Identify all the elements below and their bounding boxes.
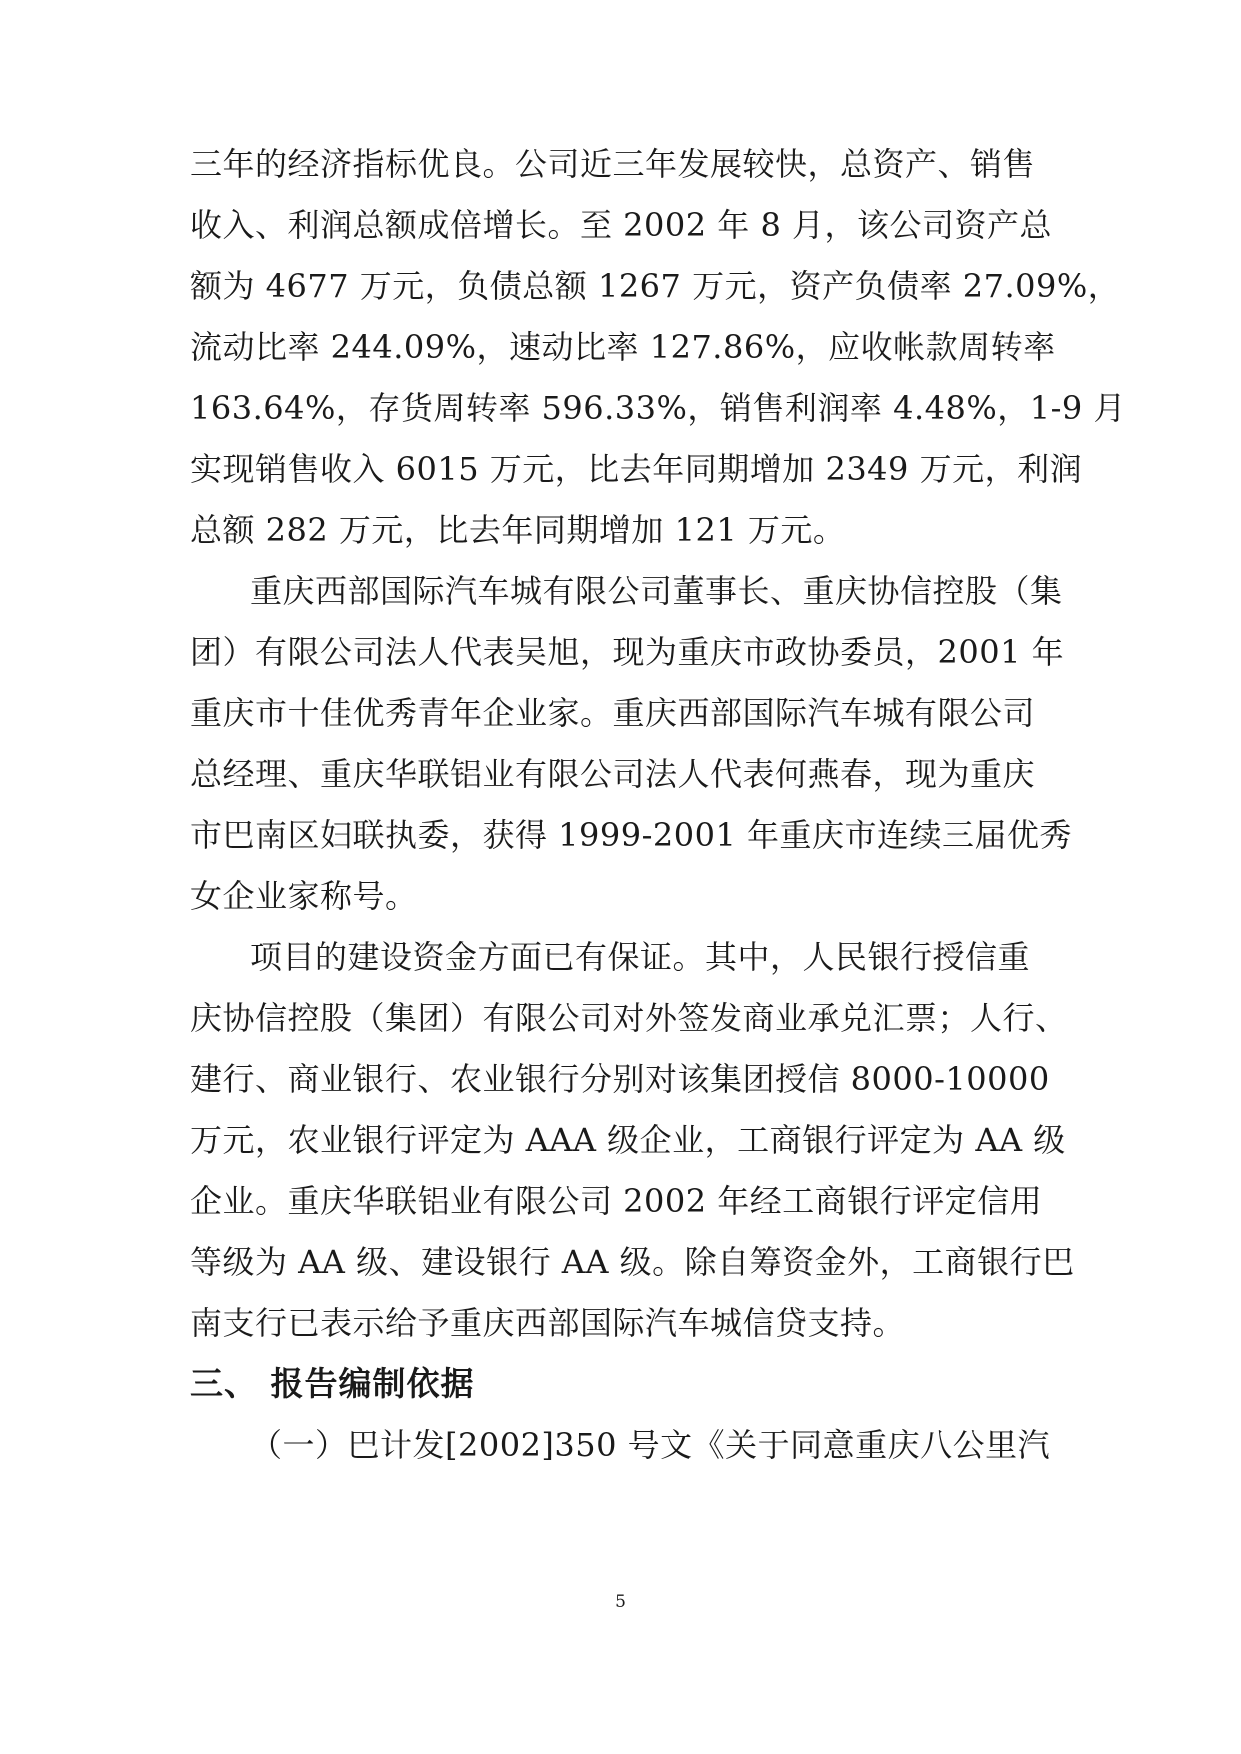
paragraph-1-line-4: 流动比率 244.09%，速动比率 127.86%，应收帐款周转率 <box>190 328 1056 366</box>
paragraph-1-line-6: 实现销售收入 6015 万元，比去年同期增加 2349 万元，利润 <box>190 450 1083 488</box>
paragraph-2-line-4: 总经理、重庆华联铝业有限公司法人代表何燕春，现为重庆 <box>190 755 1036 793</box>
paragraph-2-line-3: 重庆市十佳优秀青年企业家。重庆西部国际汽车城有限公司 <box>190 694 1036 732</box>
paragraph-3-line-7: 南支行已表示给予重庆西部国际汽车城信贷支持。 <box>190 1304 906 1342</box>
paragraph-3-line-2: 庆协信控股（集团）有限公司对外签发商业承兑汇票；人行、 <box>190 999 1068 1037</box>
paragraph-2-line-1: 重庆西部国际汽车城有限公司董事长、重庆协信控股（集 <box>250 572 1063 610</box>
section-heading: 三、 报告编制依据 <box>190 1364 475 1403</box>
paragraph-3-line-6: 等级为 AA 级、建设银行 AA 级。除自筹资金外，工商银行巴 <box>190 1243 1075 1281</box>
paragraph-1-line-1: 三年的经济指标优良。公司近三年发展较快，总资产、销售 <box>190 145 1036 183</box>
paragraph-2-line-6: 女企业家称号。 <box>190 877 418 915</box>
paragraph-3-line-1: 项目的建设资金方面已有保证。其中，人民银行授信重 <box>250 938 1031 976</box>
paragraph-2-line-2: 团）有限公司法人代表吴旭，现为重庆市政协委员，2001 年 <box>190 633 1065 671</box>
paragraph-3-line-4: 万元，农业银行评定为 AAA 级企业，工商银行评定为 AA 级 <box>190 1121 1066 1159</box>
paragraph-1-line-2: 收入、利润总额成倍增长。至 2002 年 8 月，该公司资产总 <box>190 206 1052 244</box>
paragraph-4-line-1: （一）巴计发[2002]350 号文《关于同意重庆八公里汽 <box>250 1426 1051 1464</box>
page-number: 5 <box>615 1592 626 1612</box>
paragraph-2-line-5: 市巴南区妇联执委，获得 1999-2001 年重庆市连续三届优秀 <box>190 816 1073 854</box>
paragraph-1-line-3: 额为 4677 万元，负债总额 1267 万元，资产负债率 27.09%， <box>190 267 1121 305</box>
paragraph-1-line-5: 163.64%，存货周转率 596.33%，销售利润率 4.48%，1-9 月 <box>190 389 1126 427</box>
paragraph-1-line-7: 总额 282 万元，比去年同期增加 121 万元。 <box>190 511 846 549</box>
paragraph-3-line-3: 建行、商业银行、农业银行分别对该集团授信 8000-10000 <box>190 1060 1050 1098</box>
paragraph-3-line-5: 企业。重庆华联铝业有限公司 2002 年经工商银行评定信用 <box>190 1182 1043 1220</box>
